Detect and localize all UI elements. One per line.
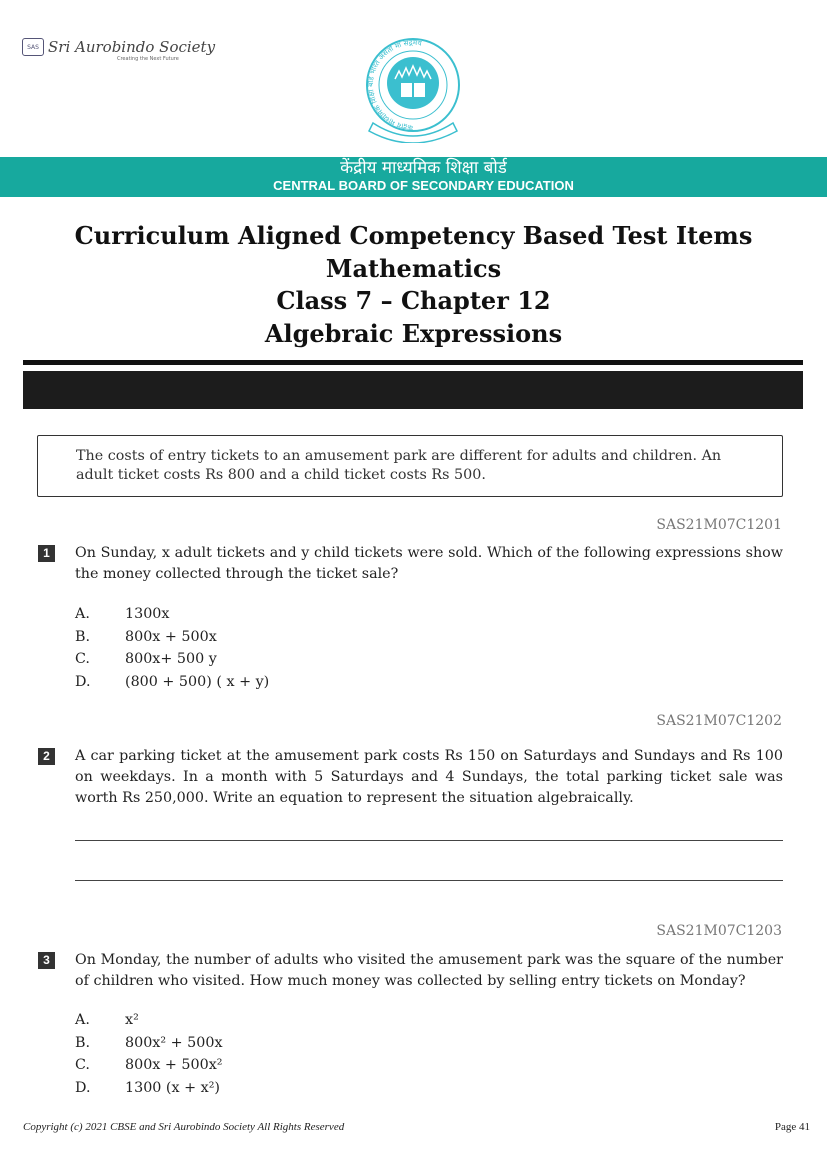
option-label: D. xyxy=(75,673,91,690)
option-label: D. xyxy=(75,1079,91,1096)
option-expr: 800x+ 500 y xyxy=(125,651,217,667)
board-name-band xyxy=(0,157,827,197)
option-expr: 1300 (x + x²) xyxy=(125,1079,221,1096)
subject-title: Mathematics xyxy=(325,253,502,283)
passage-box: The costs of entry tickets to an amusement park are different for adults and children. An adult ticket costs Rs 800 and a child ticket costs Rs 500. xyxy=(37,435,783,497)
board-name-hindi: केंद्रीय माध्यमिक शिक्षा बोर्ड xyxy=(340,158,507,178)
question-number: 1 xyxy=(38,545,55,562)
question-text: On Monday, the number of adults who visited the amusement park was the square of the number of children who visited. How much money was collected by selling entry tickets on Monday? xyxy=(75,952,783,989)
class-chapter-title: Class 7 – Chapter 12 xyxy=(276,286,551,315)
option-expr: 800x + 500x xyxy=(125,628,217,645)
sas-tagline: Creating the Next Future xyxy=(117,56,179,62)
options-list xyxy=(75,603,269,693)
title-line: Curriculum Aligned Competency Based Test Items xyxy=(74,221,753,250)
option-label: B. xyxy=(75,1034,91,1051)
option-expr: x² xyxy=(125,1012,139,1028)
question-number: 3 xyxy=(38,952,55,969)
page-number: Page 41 xyxy=(774,1121,810,1133)
option-c xyxy=(75,1054,223,1077)
option-b xyxy=(75,1032,223,1055)
cbse-emblem-text: केंद्रीय माध्यमिक शिक्षा बोर्ड भारत असतो मा सद्गमय xyxy=(365,37,423,133)
option-c xyxy=(75,648,269,671)
chapter-name-title: Algebraic Expressions xyxy=(264,318,563,348)
option-expr: (800 + 500) ( x + y) xyxy=(125,673,270,690)
copyright-footer: Copyright (c) 2021 CBSE and Sri Aurobindo Society All Rights Reserved xyxy=(23,1121,345,1133)
option-b xyxy=(75,626,269,649)
option-label: A. xyxy=(75,1012,90,1028)
cbse-emblem-icon xyxy=(365,35,461,143)
item-code: SAS21M07C1202 xyxy=(656,713,782,729)
item-code: SAS21M07C1203 xyxy=(656,923,782,939)
option-d xyxy=(75,671,269,694)
option-label: C. xyxy=(75,1057,90,1073)
divider xyxy=(23,360,803,365)
answer-line[interactable] xyxy=(75,880,783,881)
black-banner xyxy=(23,371,803,409)
options-list xyxy=(75,1009,223,1099)
option-expr: 800x + 500x² xyxy=(125,1057,223,1073)
option-d xyxy=(75,1077,223,1100)
option-label: A. xyxy=(75,606,90,622)
question-number: 2 xyxy=(38,748,55,765)
option-label: C. xyxy=(75,651,90,667)
question-text: On Sunday, x adult tickets and y child tickets were sold. Which of the following expressions show the money collected through the ticket sale? xyxy=(75,545,783,582)
sas-logo xyxy=(22,38,216,62)
item-code: SAS21M07C1201 xyxy=(656,517,782,533)
sas-logo-text: Sri Aurobindo Society xyxy=(48,38,216,56)
board-name-english: CENTRAL BOARD OF SECONDARY EDUCATION xyxy=(273,178,574,193)
option-label: B. xyxy=(75,628,91,645)
option-expr: 800x² + 500x xyxy=(125,1034,223,1051)
option-expr: 1300x xyxy=(125,606,170,622)
answer-line[interactable] xyxy=(75,840,783,841)
option-a xyxy=(75,603,269,626)
sas-globe-icon: SAS xyxy=(22,38,44,56)
option-a xyxy=(75,1009,223,1032)
document-title xyxy=(0,220,827,350)
question-text: A car parking ticket at the amusement park costs Rs 150 on Saturdays and Sundays and Rs 100 on weekdays. In a month with 5 Saturdays and 4 Sundays, the total parking ticket sale was worth Rs 250,000. Write an equation to represent the situation algebraically. xyxy=(75,748,783,806)
